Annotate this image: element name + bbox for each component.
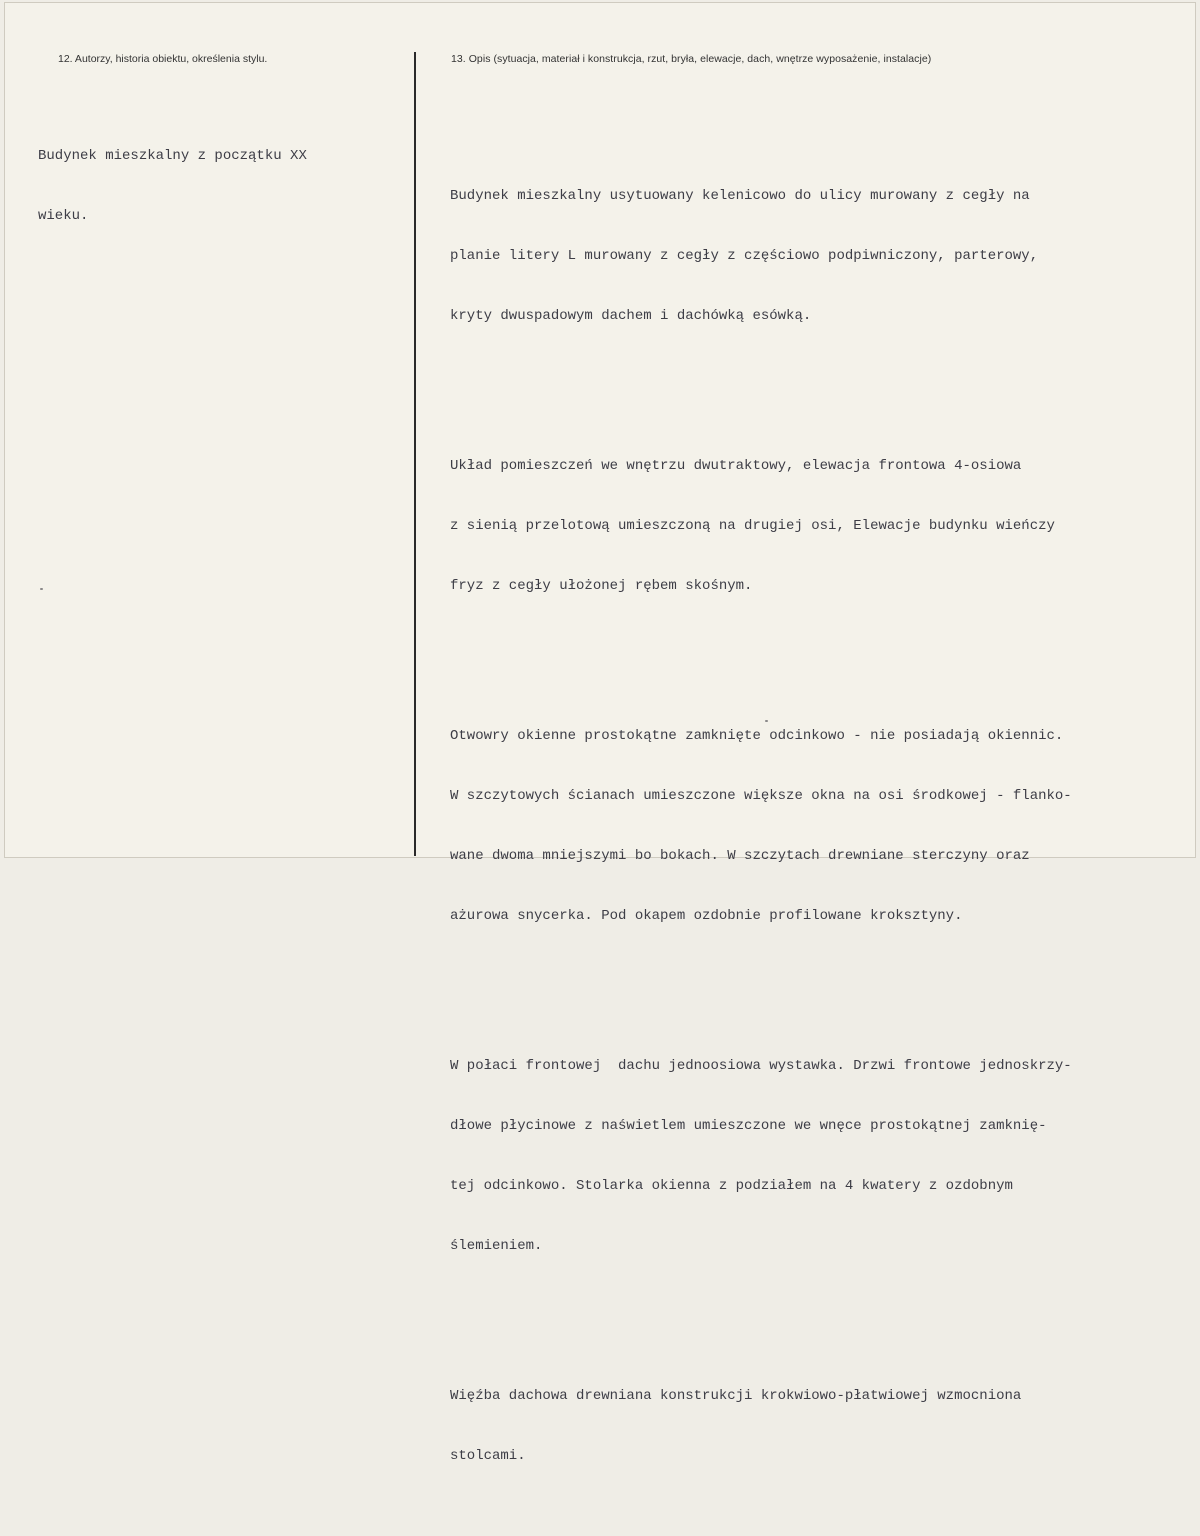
text-line: W szczytowych ścianach umieszczone większe okna na osi środkowej - flanko- bbox=[450, 788, 1072, 804]
text-line: wane dwoma mniejszymi bo bokach. W szczytach drewniane sterczyny oraz bbox=[450, 848, 1030, 864]
text-line: fryz z cegły ułożonej rębem skośnym. bbox=[450, 578, 753, 594]
text-line: stolcami. bbox=[450, 1448, 526, 1464]
text-line: ażurowa snycerka. Pod okapem ozdobnie profilowane kroksztyny. bbox=[450, 908, 963, 924]
paragraph-roof-doors bbox=[450, 1016, 1072, 1296]
paper-speck bbox=[765, 720, 768, 722]
authors-field-text bbox=[38, 106, 307, 246]
text-line: Układ pomieszczeń we wnętrzu dwutraktowy, elewacja frontowa 4-osiowa bbox=[450, 458, 1022, 474]
paragraph-layout bbox=[450, 416, 1072, 636]
description-field-text bbox=[450, 106, 1072, 1536]
text-line: ślemieniem. bbox=[450, 1238, 543, 1254]
text-line: planie litery L murowany z cegły z częściowo podpiwniczony, parterowy, bbox=[450, 248, 1039, 264]
field-label-authors: 12. Autorzy, historia obiektu, określenia stylu. bbox=[58, 53, 268, 65]
paragraph-windows bbox=[450, 686, 1072, 966]
field-label-description: 13. Opis (sytuacja, materiał i konstrukcja, rzut, bryła, elewacje, dach, wnętrze wyposażenie, instalacje) bbox=[451, 53, 932, 65]
text-line: tej odcinkowo. Stolarka okienna z podziałem na 4 kwatery z ozdobnym bbox=[450, 1178, 1013, 1194]
text-line: Otwowry okienne prostokątne zamknięte odcinkowo - nie posiadają okiennic. bbox=[450, 728, 1064, 744]
paragraph-situation bbox=[450, 146, 1072, 366]
paper-speck bbox=[40, 588, 43, 590]
text-line: wieku. bbox=[38, 208, 89, 224]
text-line: kryty dwuspadowym dachem i dachówką esówką. bbox=[450, 308, 812, 324]
text-line: Budynek mieszkalny z początku XX bbox=[38, 148, 307, 164]
text-line: W połaci frontowej dachu jednoosiowa wystawka. Drzwi frontowe jednoskrzy- bbox=[450, 1058, 1072, 1074]
column-divider bbox=[414, 52, 416, 856]
text-line: Budynek mieszkalny usytuowany kelenicowo do ulicy murowany z cegły na bbox=[450, 188, 1030, 204]
text-line: dłowe płycinowe z naświetlem umieszczone we wnęce prostokątnej zamknię- bbox=[450, 1118, 1047, 1134]
text-line: Więźba dachowa drewniana konstrukcji krokwiowo-płatwiowej wzmocniona bbox=[450, 1388, 1022, 1404]
paragraph-roof-truss bbox=[450, 1346, 1072, 1506]
text-line: z sienią przelotową umieszczoną na drugiej osi, Elewacje budynku wieńczy bbox=[450, 518, 1055, 534]
